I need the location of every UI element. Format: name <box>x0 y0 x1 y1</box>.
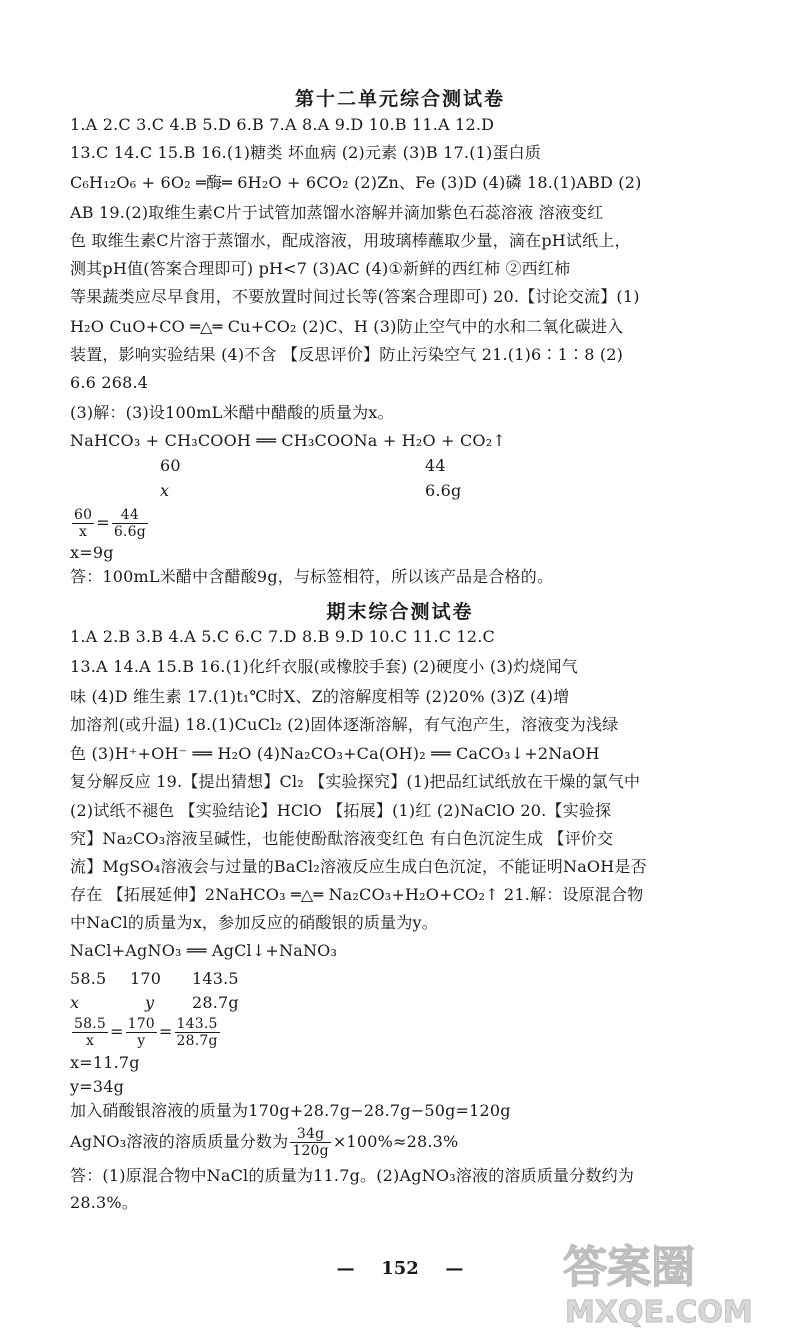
text-line: 中NaCl的质量为x，参加反应的硝酸银的质量为y。 <box>70 913 438 932</box>
text-line: AB 19.(2)取维生素C片于试管加蒸馏水溶解并滴加紫色石蕊溶液 溶液变红 <box>70 203 604 222</box>
watermark-url: MXQE.COM <box>565 1295 753 1330</box>
fraction: $\frac{44}{6.6g}$ <box>113 507 146 540</box>
section-title-unit12: 第十二单元综合测试卷 <box>294 88 505 110</box>
text-line: 1.A 2.C 3.C 4.B 5.D 6.B 7.A 8.A 9.D 10.B 11.A 12.D <box>70 115 495 134</box>
calc-value: y <box>145 993 155 1012</box>
calc-value: 28.7g <box>192 993 239 1012</box>
calc-value: 6.6g <box>425 481 462 500</box>
text-line: 存在 【拓展延伸】2NaHCO₃ ═△═ Na₂CO₃+H₂O+CO₂↑ 21.解：设原混合物 <box>70 885 644 904</box>
text-line: (3)解：(3)设100mL米醋中醋酸的质量为x。 <box>70 403 394 422</box>
fraction: $\frac{170}{y}$ <box>127 1016 155 1049</box>
text-line: 究】Na₂CO₃溶液呈碱性，也能使酚酞溶液变红色 有白色沉淀生成 【评价交 <box>70 829 614 848</box>
fraction: $\frac{34g}{120g}$ <box>292 1126 329 1159</box>
page-number: 152 <box>381 1258 419 1279</box>
text-line: 13.C 14.C 15.B 16.(1)糖类 坏血病 (2)元素 (3)B 17.(1)蛋白质 <box>70 143 542 162</box>
result-line: x=11.7g <box>70 1053 140 1072</box>
fraction-line: AgNO₃溶液的溶质质量分数为 $\frac{34g}{120g}$ ×100%≈28.3% <box>70 1126 459 1159</box>
calc-value: 44 <box>425 456 446 475</box>
equation-line: NaHCO₃ + CH₃COOH ══ CH₃COONa + H₂O + CO₂↑ <box>70 431 506 450</box>
proportion-equation: $\frac{60}{x}$ = $\frac{44}{6.6g}$ <box>74 507 146 540</box>
equation-line: NaCl+AgNO₃ ══ AgCl↓+NaNO₃ <box>70 941 338 960</box>
calc-value: 58.5 <box>70 969 107 988</box>
fraction: $\frac{60}{x}$ <box>74 507 93 540</box>
result-line: y=34g <box>70 1077 125 1096</box>
calc-value: x <box>70 993 80 1012</box>
answer-line: 28.3%。 <box>70 1193 139 1212</box>
text-line: 加入硝酸银溶液的质量为170g+28.7g−28.7g−50g=120g <box>70 1101 511 1120</box>
text-line: 等果蔬类应尽早食用，不要放置时间过长等(答案合理即可) 20.【讨论交流】(1) <box>70 287 640 306</box>
text-line: 6.6 268.4 <box>70 373 149 392</box>
text-line: 流】MgSO₄溶液会与过量的BaCl₂溶液反应生成白色沉淀，不能证明NaOH是否 <box>70 857 647 876</box>
fraction: $\frac{58.5}{x}$ <box>74 1016 106 1049</box>
page-dash: — <box>336 1258 355 1279</box>
text-line: C₆H₁₂O₆ + 6O₂ ═酶═ 6H₂O + 6CO₂ (2)Zn、Fe (3)D (4)磷 18.(1)ABD (2) <box>70 173 642 192</box>
text-line: 13.A 14.A 15.B 16.(1)化纤衣服(或橡胶手套) (2)硬度小 (3)灼烧闻气 <box>70 657 578 676</box>
text-line: 味 (4)D 维生素 17.(1)t₁℃时X、Z的溶解度相等 (2)20% (3)Z (4)增 <box>70 687 570 706</box>
text-line: H₂O CuO+CO ═△═ Cu+CO₂ (2)C、H (3)防止空气中的水和二氧化碳进入 <box>70 317 624 336</box>
text-line: 色 取维生素C片溶于蒸馏水，配成溶液，用玻璃棒蘸取少量，滴在pH试纸上， <box>70 231 631 250</box>
text-line: (2)试纸不褪色 【实验结论】HClO 【拓展】(1)红 (2)NaClO 20.【实验探 <box>70 801 612 820</box>
answer-line: 答：(1)原混合物中NaCl的质量为11.7g。(2)AgNO₃溶液的溶质质量分数约为 <box>70 1166 635 1185</box>
proportion-equation: $\frac{58.5}{x}$ = $\frac{170}{y}$ = $\frac{143.5}{28.7g}$ <box>74 1016 218 1049</box>
calc-value: 143.5 <box>192 969 239 988</box>
text-line: 测其pH值(答案合理即可) pH<7 (3)AC (4)①新鲜的西红柿 ②西红柿 <box>70 259 571 278</box>
calc-value: 60 <box>160 456 181 475</box>
text-line: 色 (3)H⁺+OH⁻ ══ H₂O (4)Na₂CO₃+Ca(OH)₂ ══ CaCO₃↓+2NaOH <box>70 744 600 763</box>
section-title-final: 期末综合测试卷 <box>326 601 474 623</box>
fraction: $\frac{143.5}{28.7g}$ <box>176 1016 218 1049</box>
calc-value: 170 <box>130 969 162 988</box>
calc-value: x <box>160 481 170 500</box>
watermark-logo <box>555 1230 785 1330</box>
answer-line: 答：100mL米醋中含醋酸9g，与标签相符，所以该产品是合格的。 <box>70 567 554 586</box>
page-dash: — <box>445 1258 464 1279</box>
text-line: 1.A 2.B 3.B 4.A 5.C 6.C 7.D 8.B 9.D 10.C 11.C 12.C <box>70 627 495 646</box>
watermark-text: 答案圈 <box>563 1242 695 1293</box>
text-line: 装置，影响实验结果 (4)不含 【反思评价】防止污染空气 21.(1)6∶1∶8 (2) <box>70 345 624 364</box>
text-line: 加溶剂(或升温) 18.(1)CuCl₂ (2)固体逐渐溶解，有气泡产生，溶液变为浅绿 <box>70 715 619 734</box>
result-line: x=9g <box>70 543 114 562</box>
text-line: 复分解反应 19.【提出猜想】Cl₂ 【实验探究】(1)把品红试纸放在干燥的氯气中 <box>70 772 641 791</box>
